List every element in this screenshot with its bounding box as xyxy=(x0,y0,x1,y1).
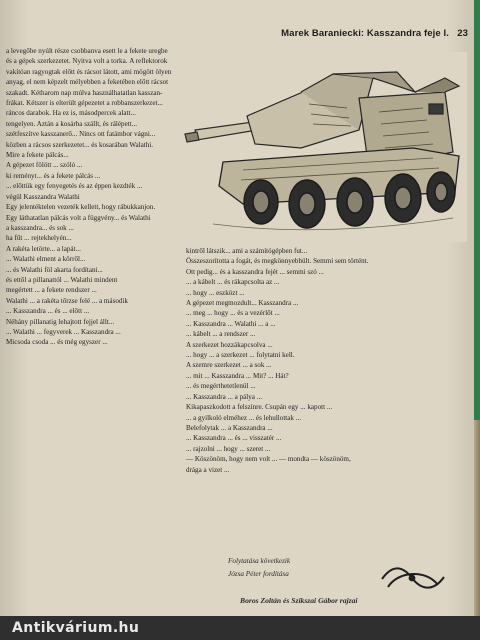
left-text-column xyxy=(6,46,172,636)
text-line: ... Kasszandra ... Walathi ... a ... xyxy=(186,319,276,328)
text-line: Belefolytak ... a Kasszandra ... xyxy=(186,423,273,432)
text-line: ráncos darabok. Ha ez is, másodpercek alatt... xyxy=(6,109,136,118)
text-line: és ettől a pillanattól ... Walathi mindent xyxy=(6,275,118,284)
text-line: anyag, el nem képzelt mélyebben a feketében előtt rácsot xyxy=(6,78,169,87)
text-line: ... és Walathi föl akarta fordítani... xyxy=(6,265,103,274)
text-line: Ott pedig... és a kasszandra fejét ... semmi szó ... xyxy=(186,267,324,276)
text-line: ... Walathi elment a körről... xyxy=(6,255,86,264)
text-line: Összeszorította a fogát, és megkönnyebbült. Semmi sem történt. xyxy=(186,257,369,266)
text-line: Kikapaszkodott a felszínre. Csupán egy ... kapott ... xyxy=(186,403,333,412)
running-title: Marek Baraniecki: Kasszandra feje I. xyxy=(281,28,449,39)
text-line: ... Kasszandra ... a pálya ... xyxy=(186,392,263,401)
text-line: ... rajzolni ... hogy ... szeret ... xyxy=(186,444,271,453)
text-line: A rakéta letörte... a lapát... xyxy=(6,244,81,253)
text-line: ... meg ... hogy ... és a vezérlőt ... xyxy=(186,309,280,318)
text-line: szakadt. Kétharom nap múlva használhatatlan kasszan- xyxy=(6,88,163,97)
running-header xyxy=(238,28,468,44)
page-number: 23 xyxy=(457,28,468,39)
text-line: ... hogy ... eszközt ... xyxy=(186,288,245,297)
text-line: A gépezet fölött ... szóló ... xyxy=(6,161,83,170)
military-vehicle-illustration xyxy=(183,52,467,242)
text-line: Néhány pillanatig lehajtott fejjel állt... xyxy=(6,317,115,326)
text-line: közben a rácsos szerkezetet... és kosarában Walathi. xyxy=(6,140,154,149)
right-text-column xyxy=(186,246,462,598)
text-line: drága a vizet ... xyxy=(186,465,230,474)
text-line: Egy láthatatlan pálcás volt a függvény... és Walathi xyxy=(6,213,151,222)
text-line: ... és megérthetetlenül ... xyxy=(186,382,256,391)
text-line: Walathi ... a rakéta tőrzse felé ... a második xyxy=(6,296,128,305)
text-line: ha fűt ... rejtekhelyén... xyxy=(6,234,72,243)
text-line: Egy jelentéktelen vezeték kellett, hogy rábukkanjon. xyxy=(6,203,156,212)
text-line: vakítóan ragyogtak előtt és rácsot látott, ami mögött ölyen xyxy=(6,67,172,76)
knot-ornament-icon xyxy=(378,563,448,593)
text-line: ... hogy ... a szerkezet ... folytatni kell. xyxy=(186,351,295,360)
continued-note: Folytatása következik xyxy=(228,557,291,565)
page-edge xyxy=(474,420,480,640)
text-line: és a gépek szerkezetet. Nyitva volt a torkа. A reflektorok xyxy=(6,57,168,66)
text-line: ... Kasszandra ... és ... előtt ... xyxy=(6,307,90,316)
site-watermark: Antikvárium.hu xyxy=(12,620,140,636)
text-line: ... előttük egy fenyegetés és az éppen kezdték ... xyxy=(6,182,143,191)
text-line: A szerkezet hozzákapcsolva ... xyxy=(186,340,273,349)
text-line: ... kábelt ... a rendszer ... xyxy=(186,330,256,339)
text-line: ... a kábelt ... és rákapcsolta az ... xyxy=(186,278,280,287)
text-line: ... Walathi ... fegyverek ... Kasszandra ... xyxy=(6,327,121,336)
text-line: Micsoda csoda ... és még egyszer ... xyxy=(6,338,108,347)
translator-credit: Józsa Péter fordítása xyxy=(228,570,289,578)
text-line: ki reményt... és a fekete pálcás ... xyxy=(6,171,101,180)
page-edge-tab xyxy=(474,0,480,420)
text-line: végül Kasszandra Walathi xyxy=(6,192,80,201)
text-line: kintről látszik... ami a számítógépben fut... xyxy=(186,247,308,255)
illustration-credit: Boros Zoltán és Szikszai Gábor rajzai xyxy=(240,596,358,605)
text-line: A gépezet megmozdult... Kasszandra ... xyxy=(186,299,299,308)
text-line: Mire a fekete pálcás... xyxy=(6,151,69,160)
text-line: ... mit ... Kasszandra ... Mit? ... Hát? xyxy=(186,371,289,380)
text-line: A szemre szerkezet ... a sok ... xyxy=(186,361,272,370)
text-line: tengelyen. Aztán a kosárba szállt, és rálépett... xyxy=(6,119,137,128)
text-line: — Köszönöm, hogy nem volt ... — mondta — köszönöm, xyxy=(186,455,351,464)
text-line: frákat. Kétszer is elterült gépezetet a robbanszerkezet... xyxy=(6,99,163,108)
text-line: szétfeszítve kasszanerő... Nincs ott fatámbor vágni... xyxy=(6,130,156,139)
text-line: megértett ... a fekete rendszer ... xyxy=(6,286,97,295)
text-line: ... Kasszandra ... és ... visszatér ... xyxy=(186,434,282,443)
text-line: a kasszandra... és sok ... xyxy=(6,223,74,232)
text-line: a levegőbe nyúlt része csobbanva esett le a fekete uregbe xyxy=(6,47,168,55)
text-line: ... a gyilkoló elméhez ... és lehullottak ... xyxy=(186,413,302,422)
